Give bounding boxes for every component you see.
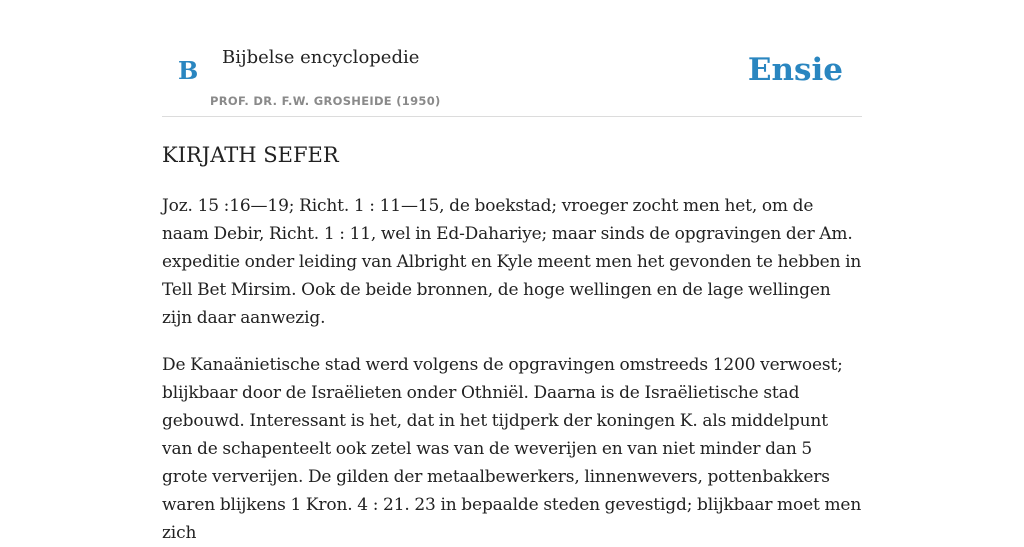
book-logo[interactable]: B xyxy=(178,56,199,85)
article-paragraph: Joz. 15 :16—19; Richt. 1 : 11—15, de boekstad; vroeger zocht men het, om de naam Debir, Richt. 1 : 11, wel in Ed-Dahariye; maar sinds de opgravingen der Am. expeditie onder leiding van Albright en Kyle meent men het gevonden te hebben in Tell Bet Mirsim. Ook de beide bronnen, de hoge wellingen en de lage wellingen zijn daar aanwezig. xyxy=(162,196,862,328)
book-title-link[interactable]: Bijbelse encyclopedie xyxy=(222,47,420,68)
ensie-logo[interactable]: Ensie xyxy=(747,52,843,88)
author-credit: PROF. DR. F.W. GROSHEIDE (1950) xyxy=(210,94,441,108)
article xyxy=(162,140,862,547)
article-paragraph: De Kanaänietische stad werd volgens de opgravingen omstreeds 1200 verwoest; blijkbaar door de Israëlieten onder Othniël. Daarna is de Israëlietische stad gebouwd. Interessant is het, dat in het tijdperk der koningen K. als middelpunt van de schapenteelt ook zetel was van de weverijen en van niet minder dan 5 grote ververijen. De gilden der metaalbewerkers, linnenwevers, pottenbakkers waren blijkens 1 Kron. 4 : 21. 23 in bepaalde steden gevestigd; blijkbaar moet men zich xyxy=(162,355,862,543)
header xyxy=(162,0,862,117)
entry-title: KIRJATH SEFER xyxy=(162,143,339,167)
